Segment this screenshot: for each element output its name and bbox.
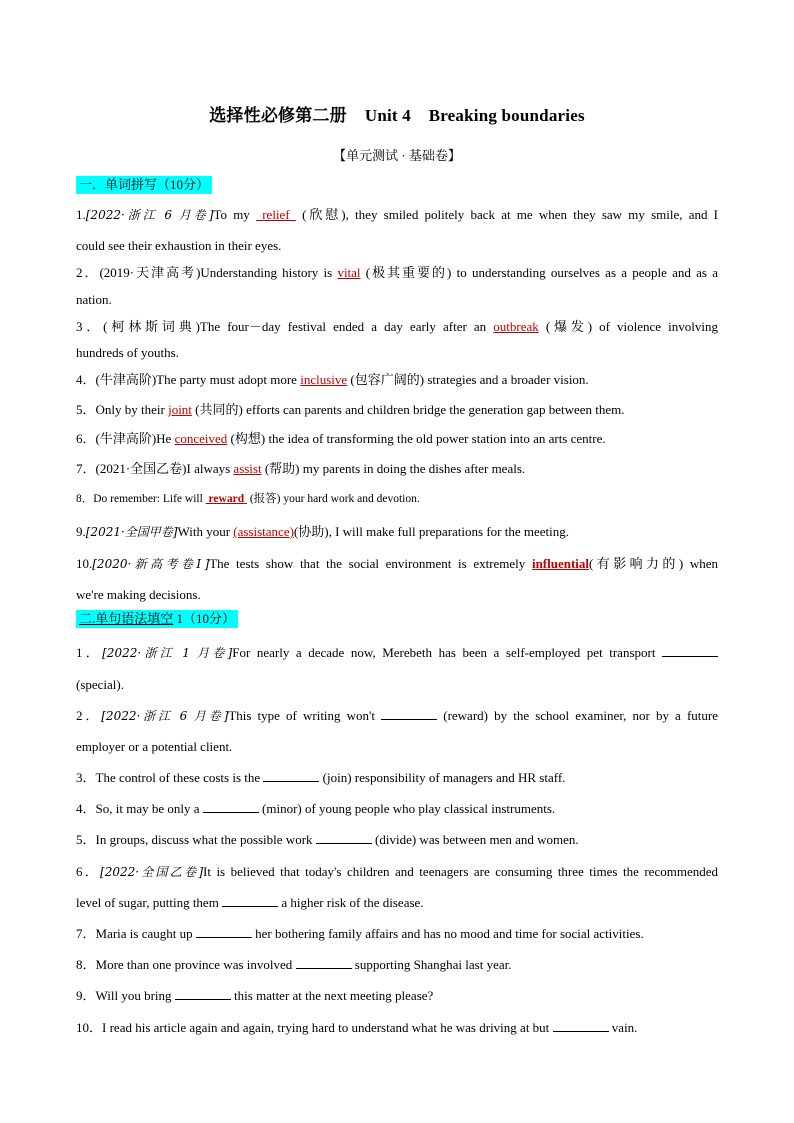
s1-item-2: 2．(2019·天津高考)Understanding history is vital (极其重要的) to understanding ourselves as a people and as a	[76, 265, 718, 280]
s1-item-1-cont: could see their exhaustion in their eyes.	[76, 238, 282, 253]
answer: conceived	[174, 431, 228, 446]
s1-item-3-cont: hundreds of youths.	[76, 345, 179, 360]
answer: assist	[233, 461, 262, 476]
s2-item-10: 10．I read his article again and again, trying hard to understand what he was driving at but vain.	[76, 1020, 638, 1035]
answer-blank	[381, 707, 437, 720]
answer-blank	[175, 987, 231, 1000]
s2-item-6-cont: level of sugar, putting them a higher risk of the disease.	[76, 895, 424, 910]
page-title	[0, 101, 794, 126]
s2-item-7: 7．Maria is caught up her bothering family affairs and has no mood and time for social activities.	[76, 926, 644, 941]
section2-heading: 二.单句语法填空 1（10分）	[76, 610, 238, 628]
answer: outbreak	[493, 319, 539, 334]
page-subtitle: 【单元测试 · 基础卷】	[333, 148, 461, 163]
s2-item-6: 6．[2022·全国乙卷]It is believed that today's children and teenagers are consuming three times the recommended	[76, 864, 718, 879]
s2-item-8: 8．More than one province was involved supporting Shanghai last year.	[76, 957, 512, 972]
title-english: Unit 4 Breaking boundaries	[364, 106, 585, 125]
s2-item-4: 4．So, it may be only a (minor) of young people who play classical instruments.	[76, 801, 556, 816]
s1-item-9: 9.[2021·全国甲卷]With your (assistance)(协助), I will make full preparations for the meeting.	[76, 524, 570, 539]
answer-blank	[203, 800, 259, 813]
s2-item-2: 2．[2022·浙江 6 月卷]This type of writing won't (reward) by the school examiner, nor by a future	[76, 708, 718, 723]
s1-item-2-cont: nation.	[76, 292, 112, 307]
answer-blank	[196, 925, 252, 938]
answer-blank	[662, 644, 718, 657]
s2-item-5: 5．In groups, discuss what the possible work (divide) was between men and women.	[76, 832, 579, 847]
answer: inclusive	[300, 372, 348, 387]
s1-item-5: 5．Only by their joint (共同的) efforts can parents and children bridge the generation gap between them.	[76, 402, 625, 417]
answer: (assistance)	[233, 524, 294, 539]
title-chinese: 选择性必修第二册	[209, 106, 347, 125]
s1-item-8: 8．Do remember: Life will reward (报答) your hard work and devotion.	[76, 493, 420, 505]
answer: joint	[168, 402, 192, 417]
answer-blank	[316, 831, 372, 844]
s2-item-1: 1．[2022·浙江 1 月卷]For nearly a decade now, Merebeth has been a self-employed pet transport	[76, 644, 718, 662]
s1-item-6: 6．(牛津高阶)He conceived (构想) the idea of transforming the old power station into an arts centre.	[76, 431, 606, 446]
s1-item-3: 3．(柯林斯词典)The four－day festival ended a day early after an outbreak (爆发) of violence involving	[76, 319, 718, 334]
answer: vital	[337, 265, 361, 280]
answer-blank	[263, 769, 319, 782]
answer-blank	[222, 894, 278, 907]
s2-item-1-cont: (special).	[76, 677, 125, 692]
answer: influential	[531, 556, 590, 571]
answer-blank	[553, 1019, 609, 1032]
s1-item-10: 10.[2020·新高考卷Ⅰ]The tests show that the social environment is extremely influential(有影响力的) when	[76, 556, 718, 571]
section1-heading: 一．单词拼写（10分）	[76, 176, 212, 194]
answer-blank	[296, 956, 352, 969]
s2-item-9: 9．Will you bring this matter at the next meeting please?	[76, 988, 434, 1003]
answer: reward	[205, 493, 247, 505]
s1-item-10-cont: we're making decisions.	[76, 587, 201, 602]
s1-item-7: 7．(2021·全国乙卷)I always assist (帮助) my parents in doing the dishes after meals.	[76, 461, 526, 476]
s1-item-4: 4．(牛津高阶)The party must adopt more inclusive (包容广阔的) strategies and a broader vision.	[76, 372, 589, 387]
s2-item-3: 3．The control of these costs is the (join) responsibility of managers and HR staff.	[76, 770, 566, 785]
s1-item-1: 1.[2022·浙江 6 月卷]To my relief (欣慰), they smiled politely back at me when they saw my smile, and I	[76, 207, 719, 222]
answer: relief	[256, 207, 296, 222]
s2-item-2-cont: employer or a potential client.	[76, 739, 233, 754]
